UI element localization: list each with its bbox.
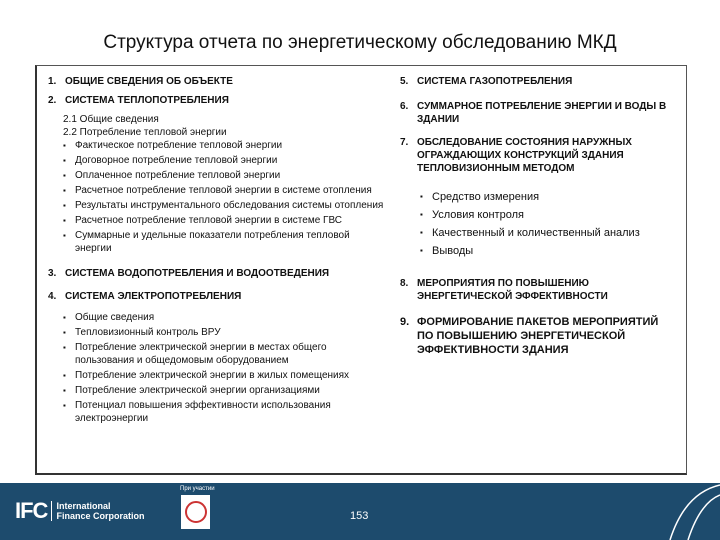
list-item: ▪ Качественный и количественный анализ xyxy=(400,225,670,241)
participation-label: При участии xyxy=(180,486,215,492)
section-title: СИСТЕМА ВОДОПОТРЕБЛЕНИЯ И ВОДООТВЕДЕНИЯ xyxy=(65,268,330,279)
section-title: ОБСЛЕДОВАНИЕ СОСТОЯНИЯ НАРУЖНЫХ ОГРАЖДАЮЩИХ КОНСТРУКЦИЙ ЗДАНИЯ ТЕПЛОВИЗИОННЫМ МЕТОДОМ xyxy=(417,137,632,174)
decorative-arcs-icon xyxy=(660,483,720,540)
section-9 xyxy=(400,315,670,357)
section-title: СУММАРНОЕ ПОТРЕБЛЕНИЕ ЭНЕРГИИ И ВОДЫ В ЗДАНИИ xyxy=(417,101,667,125)
heat-list xyxy=(48,139,388,255)
section-title: ФОРМИРОВАНИЕ ПАКЕТОВ МЕРОПРИЯТИЙ ПО ПОВЫШЕНИЮ ЭНЕРГЕТИЧЕСКОЙ ЭФФЕКТИВНОСТИ ЗДАНИЯ xyxy=(417,316,659,356)
org-name-line1: International xyxy=(56,501,111,511)
list-item: ▪ Результаты инструментального обследования системы отопления xyxy=(48,199,388,212)
section-title: СИСТЕМА ЭЛЕКТРОПОТРЕБЛЕНИЯ xyxy=(65,291,242,302)
section-3 xyxy=(48,267,388,280)
section-title: ОБЩИЕ СВЕДЕНИЯ ОБ ОБЪЕКТЕ xyxy=(65,76,233,87)
list-item: ▪ Выводы xyxy=(400,243,670,259)
list-item: ▪ Договорное потребление тепловой энергии xyxy=(48,154,388,167)
slide-title: Структура отчета по энергетическому обследованию МКД xyxy=(103,32,617,53)
list-item: ▪ Потребление электрической энергии в местах общего пользования и общедомовым оборудованием xyxy=(48,341,388,367)
list-item: ▪ Потребление электрической энергии организациями xyxy=(48,384,388,397)
list-item: ▪ Расчетное потребление тепловой энергии в системе отопления xyxy=(48,184,388,197)
section-2 xyxy=(48,94,388,107)
list-item: ▪ Тепловизионный контроль ВРУ xyxy=(48,326,388,339)
list-item: ▪ Общие сведения xyxy=(48,311,388,324)
section-5 xyxy=(400,75,670,88)
section-4 xyxy=(48,290,388,303)
ifc-logo xyxy=(15,498,144,524)
thermal-list xyxy=(400,189,670,259)
section-number: 1. xyxy=(48,76,57,87)
section-title: СИСТЕМА ТЕПЛОПОТРЕБЛЕНИЯ xyxy=(65,95,229,106)
electric-list xyxy=(48,311,388,425)
section-number: 3. xyxy=(48,268,57,279)
section-title: СИСТЕМА ГАЗОПОТРЕБЛЕНИЯ xyxy=(417,76,573,87)
list-item: ▪ Потенциал повышения эффективности использования электроэнергии xyxy=(48,399,388,425)
section-title: МЕРОПРИЯТИЯ ПО ПОВЫШЕНИЮ ЭНЕРГЕТИЧЕСКОЙ ЭФФЕКТИВНОСТИ xyxy=(417,278,608,302)
section-number: 2. xyxy=(48,95,57,106)
section-1 xyxy=(48,75,388,88)
section-number: 9. xyxy=(400,316,410,328)
list-item: ▪ Фактическое потребление тепловой энергии xyxy=(48,139,388,152)
ifc-name xyxy=(51,501,144,521)
list-item: ▪ Потребление электрической энергии в жилых помещениях xyxy=(48,369,388,382)
subsection: 2.1 Общие сведения xyxy=(63,114,159,125)
list-item: ▪ Средство измерения xyxy=(400,189,670,205)
left-column xyxy=(48,75,388,431)
org-name-line2: Finance Corporation xyxy=(56,511,145,521)
page-number: 153 xyxy=(350,510,369,522)
section-number: 4. xyxy=(48,291,57,302)
partner-seal-icon xyxy=(181,495,210,529)
subsection: 2.2 Потребление тепловой энергии xyxy=(63,127,227,138)
section-number: 5. xyxy=(400,76,409,87)
section-number: 8. xyxy=(400,278,409,289)
section-number: 6. xyxy=(400,101,409,112)
list-item: ▪ Условия контроля xyxy=(400,207,670,223)
section-8 xyxy=(400,277,670,303)
list-item: ▪ Оплаченное потребление тепловой энергии xyxy=(48,169,388,182)
section-6 xyxy=(400,100,670,126)
section-7 xyxy=(400,136,670,175)
list-item: ▪ Расчетное потребление тепловой энергии в системе ГВС xyxy=(48,214,388,227)
section-number: 7. xyxy=(400,137,409,148)
ifc-logo-text: IFC xyxy=(15,498,48,523)
right-column xyxy=(400,75,670,363)
list-item: ▪ Суммарные и удельные показатели потребления тепловой энергии xyxy=(48,229,388,255)
